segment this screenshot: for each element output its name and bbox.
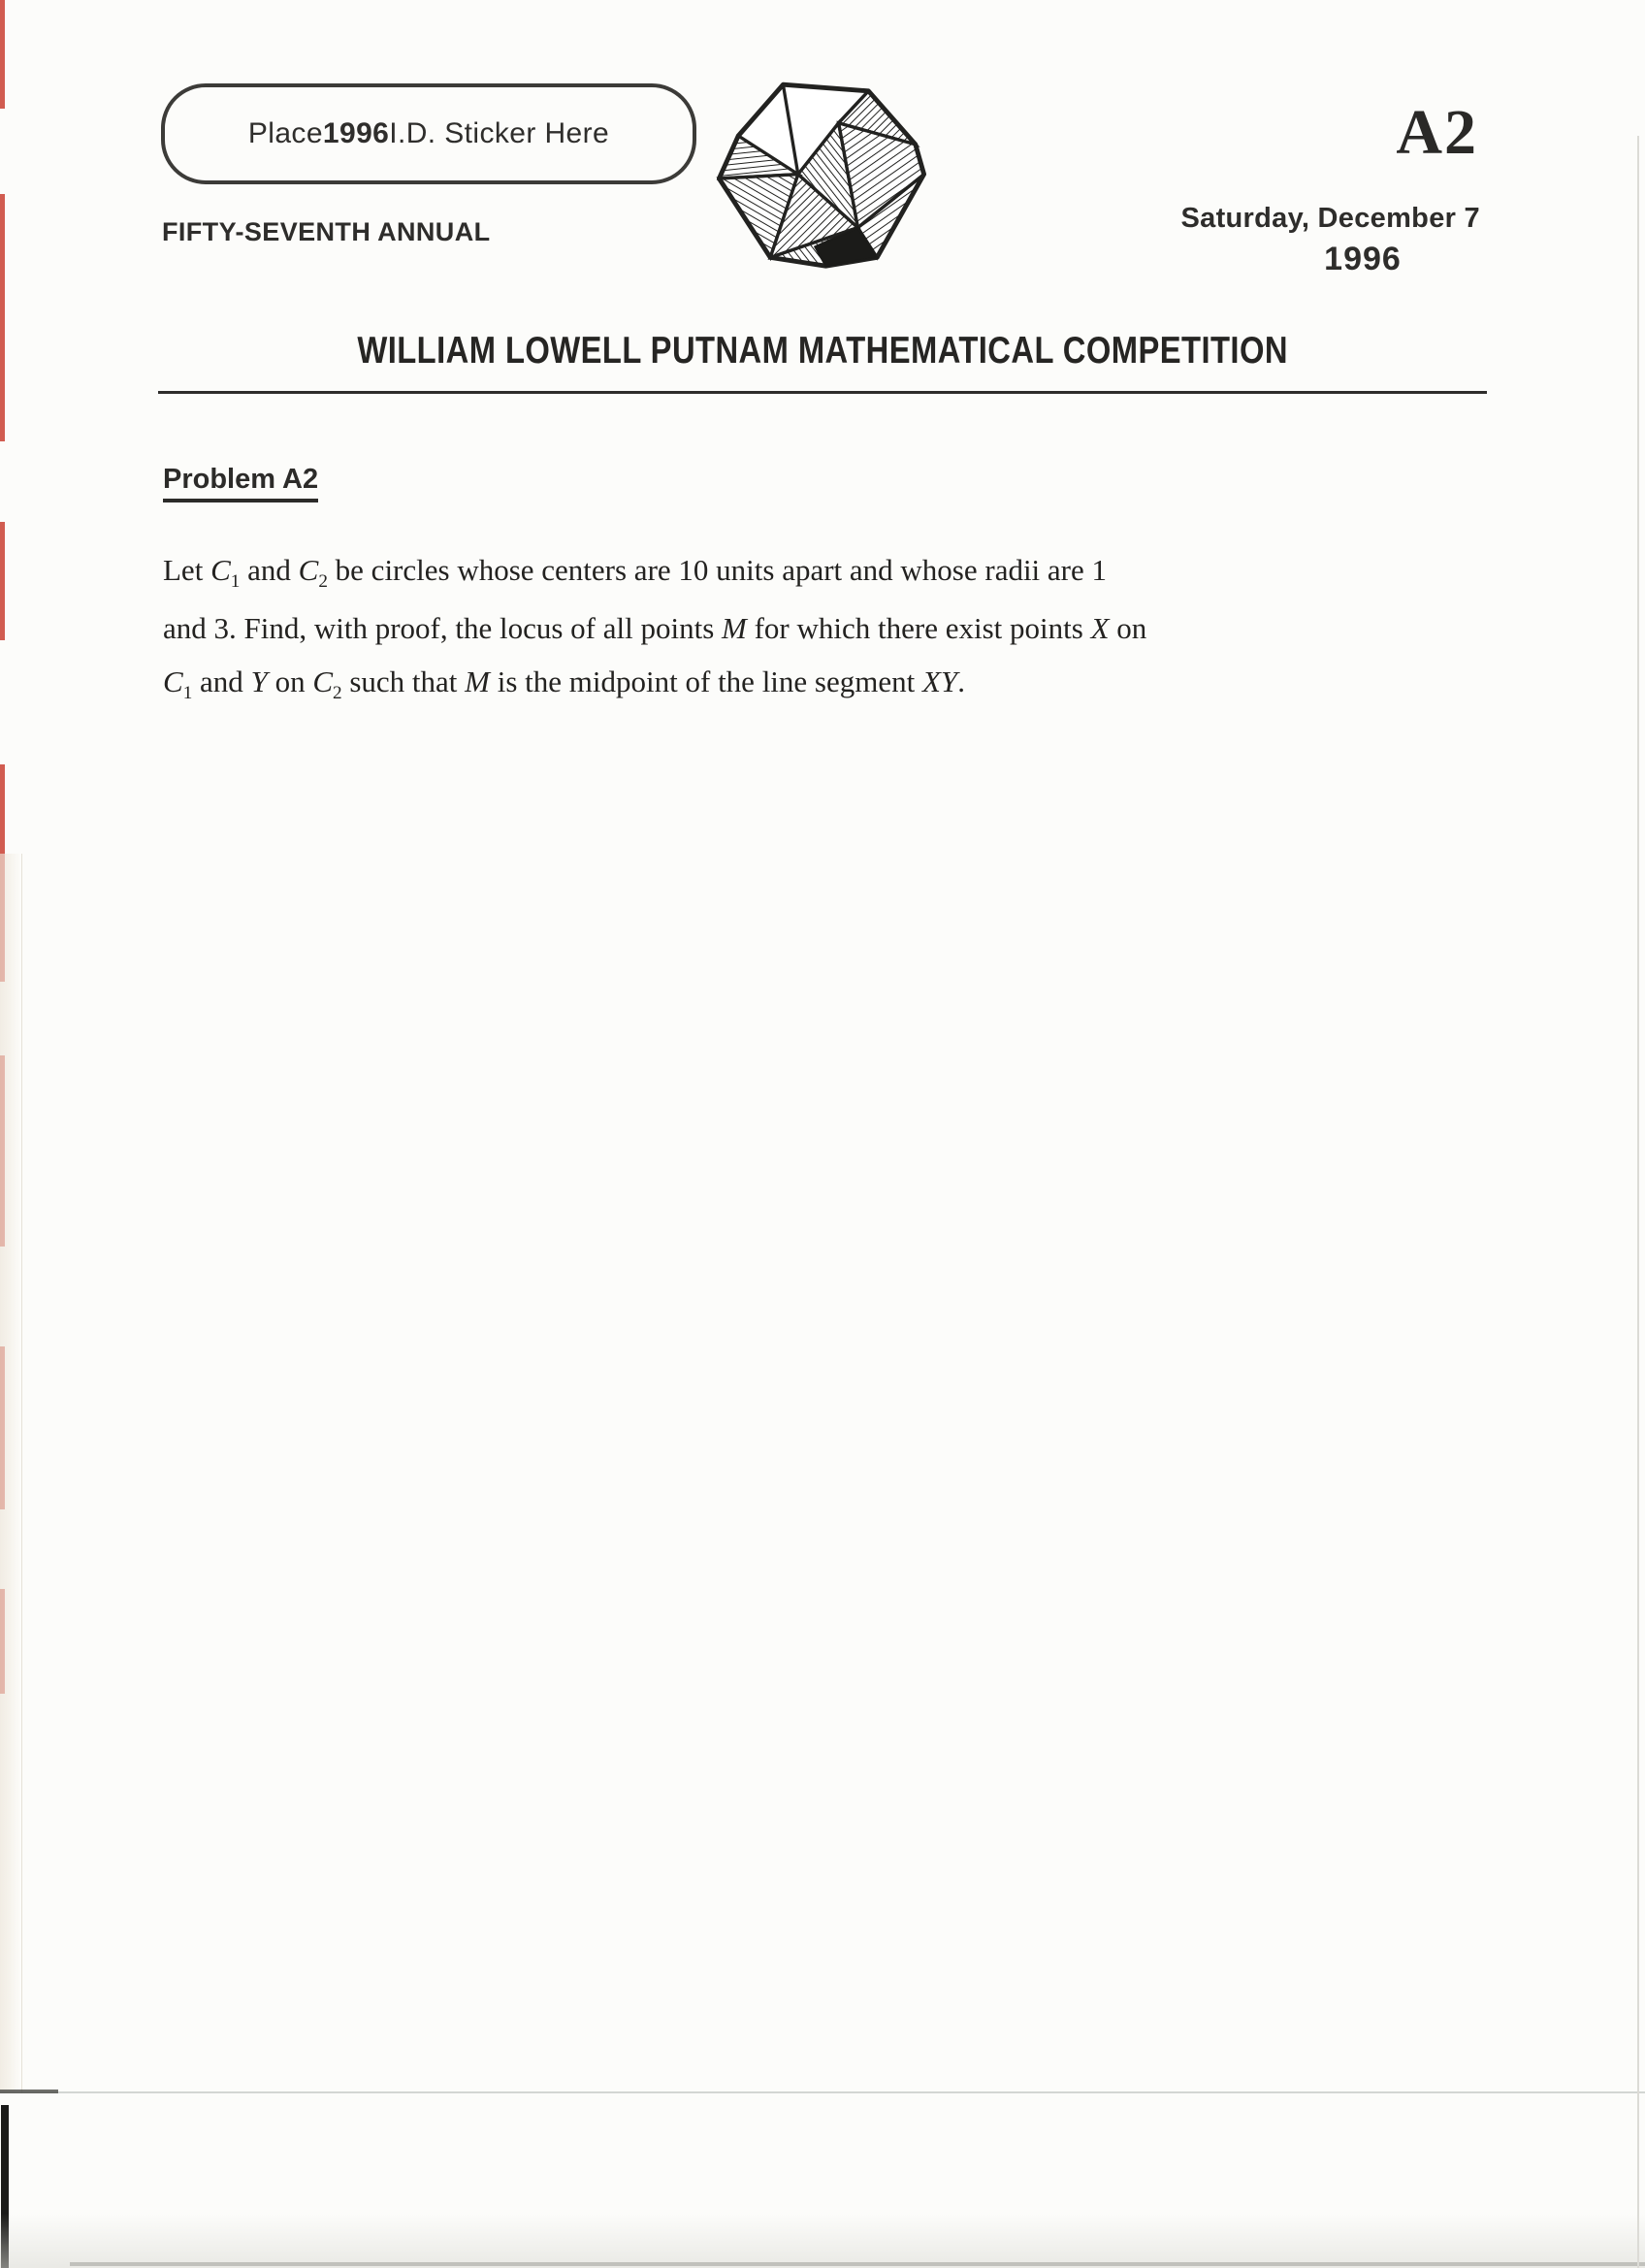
sticker-year: 1996 [322, 117, 390, 149]
problem-statement [163, 543, 1327, 713]
competition-title [81, 330, 1564, 373]
bottom-shadow-band [0, 2214, 1645, 2268]
problem-text-line: Let $C_1$ and $C_2$ be circles whose centers are 10 units apart and whose radii are 1 [163, 553, 1108, 593]
annual-label: FIFTY-SEVENTH ANNUAL [162, 217, 491, 246]
problem-heading [163, 464, 318, 502]
exam-year: 1996 [1324, 241, 1402, 277]
paper-fold-line [0, 2091, 1645, 2093]
icosahedron-logo [715, 78, 928, 279]
left-edge-red-mark [0, 194, 5, 441]
problem-text-line: $C_1$ and Y on $C_2$ such that M is the midpoint of the line segment XY. [163, 664, 965, 704]
left-edge-shadow-strip [0, 854, 22, 2093]
right-page-edge-line [1637, 136, 1639, 2268]
competition-title-text: WILLIAM LOWELL PUTNAM MATHEMATICAL COMPETITION [357, 330, 1288, 372]
bottom-page-edge-line [70, 2262, 1645, 2266]
left-edge-red-mark [0, 522, 5, 640]
paper-fold-line-dark-end [0, 2090, 58, 2093]
problem-text-line: and 3. Find, with proof, the locus of all points M for which there exist points X on [163, 611, 1147, 645]
left-edge-red-mark [0, 0, 5, 109]
paper-code: A2 [1396, 97, 1478, 168]
problem-heading-text: Problem A2 [163, 464, 318, 502]
id-sticker-box [161, 83, 696, 184]
sticker-text-prefix: Place [247, 117, 323, 149]
sticker-text-suffix: I.D. Sticker Here [389, 117, 610, 149]
title-rule [158, 391, 1487, 394]
exam-date: Saturday, December 7 [1180, 203, 1480, 234]
